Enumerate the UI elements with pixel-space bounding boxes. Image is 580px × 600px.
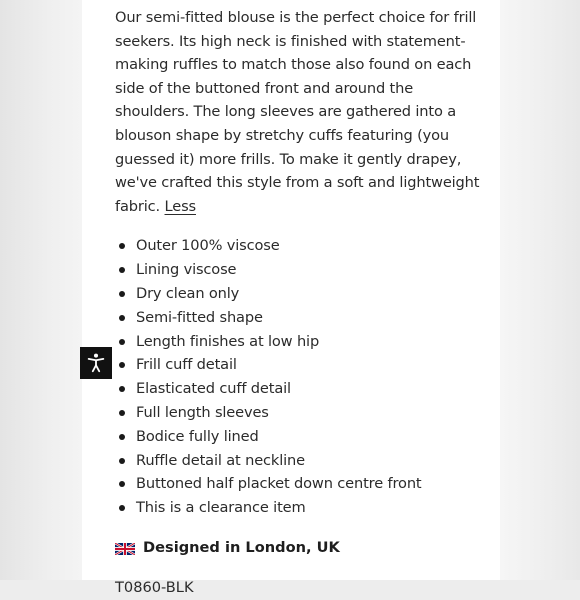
- feature-item: Semi-fitted shape: [115, 306, 483, 330]
- feature-item: Length finishes at low hip: [115, 330, 483, 354]
- background-right: [500, 0, 580, 580]
- feature-item: Dry clean only: [115, 282, 483, 306]
- features-list: [115, 234, 483, 520]
- feature-item: This is a clearance item: [115, 496, 483, 520]
- feature-item: Buttoned half placket down centre front: [115, 472, 483, 496]
- feature-item: Lining viscose: [115, 258, 483, 282]
- description-text: Our semi-fitted blouse is the perfect choice for frill seekers. Its high neck is finished with statement-making ruffles to match those also found on each side of the buttoned front and around the shoulders. The long sleeves are gathered into a blouson shape by stretchy cuffs featuring (you guessed it) more frills. To make it gently drapey, we've crafted this style from a soft and lightweight fabric.: [115, 9, 480, 215]
- accessibility-button[interactable]: [80, 347, 112, 379]
- less-link[interactable]: Less: [164, 197, 196, 215]
- feature-item: Bodice fully lined: [115, 425, 483, 449]
- uk-flag-icon: [115, 542, 135, 554]
- feature-item: Ruffle detail at neckline: [115, 449, 483, 473]
- product-sku: T0860-BLK: [115, 578, 194, 596]
- feature-item: Outer 100% viscose: [115, 234, 483, 258]
- product-details: [115, 6, 483, 600]
- feature-item: Full length sleeves: [115, 401, 483, 425]
- feature-item: Frill cuff detail: [115, 353, 483, 377]
- background-left: [0, 0, 82, 580]
- accessibility-icon: [85, 352, 107, 374]
- feature-item: Elasticated cuff detail: [115, 377, 483, 401]
- product-description: [115, 6, 483, 218]
- design-origin: [115, 536, 483, 560]
- origin-text: Designed in London, UK: [143, 539, 340, 557]
